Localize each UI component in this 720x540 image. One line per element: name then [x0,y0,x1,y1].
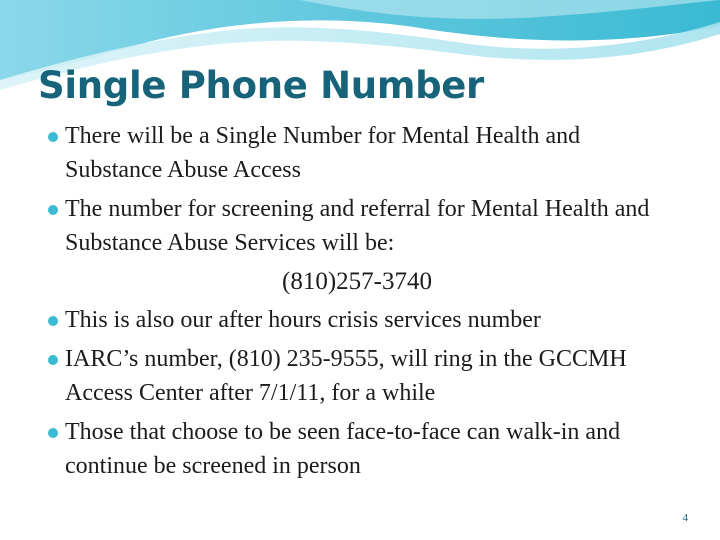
bullet-item [48,303,678,337]
bullet-text: This is also our after hours crisis services number [65,307,541,333]
bullet-text: There will be a Single Number for Mental Health and Substance Abuse Access [65,123,581,183]
bullet-dot-icon [48,428,58,438]
bullet-text: The number for screening and referral for Mental Health and Substance Abuse Services will be: [65,196,650,256]
bullet-item [48,192,678,260]
bullet-dot-icon [48,132,58,142]
bullet-item [48,119,678,187]
slide-title: Single Phone Number [38,64,484,107]
bullet-dot-icon [48,355,58,365]
bullet-text: Those that choose to be seen face-to-face can walk-in and continue be screened in person [65,419,621,479]
bullet-text: IARC’s number, (810) 235-9555, will ring in the GCCMH Access Center after 7/1/11, for a while [65,346,627,406]
bullet-dot-icon [48,316,58,326]
phone-number: (810)257-3740 [282,268,432,295]
bullet-item [48,415,678,483]
bullet-item [48,342,678,410]
page-number: 4 [682,512,688,524]
bullet-dot-icon [48,205,58,215]
slide-body [48,119,678,488]
